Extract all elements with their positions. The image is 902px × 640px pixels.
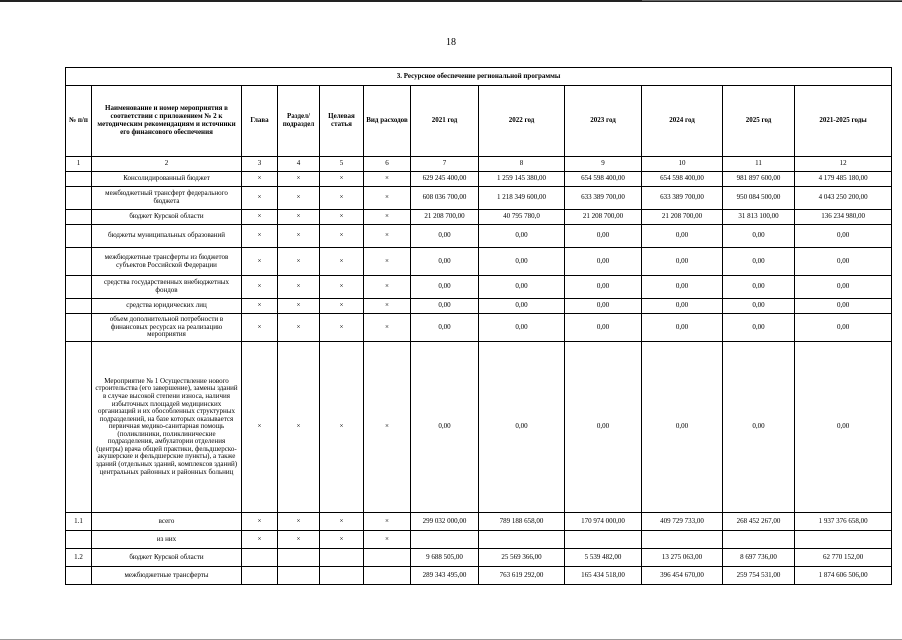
- table-cell: ×: [320, 276, 364, 299]
- table-cell: [723, 531, 795, 549]
- table-cell: 409 729 733,00: [642, 513, 723, 531]
- table-cell: 1 874 606 506,00: [795, 567, 892, 585]
- table-cell: 31 813 100,00: [723, 210, 795, 225]
- table-cell: 9 688 505,00: [411, 549, 479, 567]
- col-number: 1: [66, 157, 92, 172]
- table-cell: ×: [320, 172, 364, 187]
- table-cell: 0,00: [642, 276, 723, 299]
- table-cell: ×: [278, 248, 320, 276]
- table-cell: 0,00: [565, 299, 642, 314]
- table-cell: Мероприятие № 1 Осуществление нового строительства (его завершение), замены зданий в случае высокой степени износа, наличия избыточных площадей медицинских организаций и их обособленных структурных подразделений, на базе которых оказывается первичная медико-санитарная помощь (поликлиники, поликлинические подразделения, амбулатории отделения (центры) врача общей практики, фельдшерско-акушерские и фельдшерские пункты), а также зданий (отдельных зданий, комплексов зданий) центральных районных и районных больниц: [92, 342, 242, 513]
- table-row: [66, 276, 892, 299]
- table-cell: 0,00: [723, 342, 795, 513]
- table-cell: [66, 225, 92, 248]
- table-cell: 0,00: [795, 225, 892, 248]
- table-cell: ×: [364, 248, 411, 276]
- page-number: 18: [446, 37, 456, 48]
- table-cell: [66, 248, 92, 276]
- table-cell: ×: [242, 314, 278, 342]
- table-cell: ×: [242, 342, 278, 513]
- header-chapter: Глава: [242, 86, 278, 157]
- table-cell: [411, 531, 479, 549]
- table-cell: 0,00: [795, 342, 892, 513]
- table-cell: 170 974 000,00: [565, 513, 642, 531]
- table-cell: 0,00: [795, 276, 892, 299]
- table-cell: 4 179 485 180,00: [795, 172, 892, 187]
- table-cell: 5 539 482,00: [565, 549, 642, 567]
- table-cell: 0,00: [411, 248, 479, 276]
- table-cell: средства юридических лиц: [92, 299, 242, 314]
- table-cell: 0,00: [642, 342, 723, 513]
- table-cell: 0,00: [479, 314, 565, 342]
- table-cell: 13 275 063,00: [642, 549, 723, 567]
- header-2025: 2025 год: [723, 86, 795, 157]
- column-number-row: [66, 157, 892, 172]
- table-cell: 0,00: [795, 248, 892, 276]
- col-number: 9: [565, 157, 642, 172]
- table-cell: бюджет Курской области: [92, 549, 242, 567]
- table-body: [66, 172, 892, 585]
- table-cell: 0,00: [642, 314, 723, 342]
- col-number: 11: [723, 157, 795, 172]
- table-cell: 654 598 400,00: [565, 172, 642, 187]
- table-cell: 0,00: [723, 225, 795, 248]
- table-cell: ×: [278, 314, 320, 342]
- table-cell: ×: [242, 172, 278, 187]
- table-cell: 1 218 349 600,00: [479, 187, 565, 210]
- table-row: [66, 248, 892, 276]
- table-cell: [320, 549, 364, 567]
- table-cell: [320, 567, 364, 585]
- table-cell: 654 598 400,00: [642, 172, 723, 187]
- table-cell: средства государственных внебюджетных фондов: [92, 276, 242, 299]
- table-cell: 0,00: [642, 299, 723, 314]
- table-cell: ×: [320, 225, 364, 248]
- table-cell: 633 389 700,00: [642, 187, 723, 210]
- table-cell: 0,00: [479, 342, 565, 513]
- table-cell: ×: [278, 513, 320, 531]
- table-cell: ×: [278, 342, 320, 513]
- table-cell: ×: [320, 342, 364, 513]
- header-2022: 2022 год: [479, 86, 565, 157]
- header-name: Наименование и номер мероприятия в соответствии с приложением № 2 к методическим рекомендациям и источники его финансового обеспечения: [92, 86, 242, 157]
- table-cell: 259 754 531,00: [723, 567, 795, 585]
- table-cell: 0,00: [479, 225, 565, 248]
- table-cell: ×: [320, 531, 364, 549]
- table-cell: ×: [242, 187, 278, 210]
- table-cell: ×: [364, 276, 411, 299]
- table-row: [66, 567, 892, 585]
- table-row: [66, 513, 892, 531]
- table-row: [66, 172, 892, 187]
- table-cell: 0,00: [565, 342, 642, 513]
- table-cell: 0,00: [723, 314, 795, 342]
- table-cell: 0,00: [411, 342, 479, 513]
- table-cell: 1 259 145 380,00: [479, 172, 565, 187]
- table-cell: 1 937 376 658,00: [795, 513, 892, 531]
- table-cell: [795, 531, 892, 549]
- table-cell: 165 434 518,00: [565, 567, 642, 585]
- table-cell: [66, 342, 92, 513]
- table-cell: ×: [320, 248, 364, 276]
- table-cell: ×: [278, 172, 320, 187]
- table-cell: ×: [364, 172, 411, 187]
- col-number: 6: [364, 157, 411, 172]
- table-cell: ×: [364, 187, 411, 210]
- table-cell: объем дополнительной потребности в финансовых ресурсах на реализацию мероприятия: [92, 314, 242, 342]
- table-cell: 0,00: [565, 225, 642, 248]
- table-cell: ×: [364, 225, 411, 248]
- col-number: 4: [278, 157, 320, 172]
- table-cell: 0,00: [565, 314, 642, 342]
- table-cell: 789 188 658,00: [479, 513, 565, 531]
- table-cell: [278, 549, 320, 567]
- table-cell: [242, 549, 278, 567]
- table-cell: 629 245 400,00: [411, 172, 479, 187]
- table-cell: ×: [320, 513, 364, 531]
- table-cell: бюджеты муниципальных образований: [92, 225, 242, 248]
- table-cell: 0,00: [723, 248, 795, 276]
- table-cell: ×: [364, 299, 411, 314]
- table-cell: ×: [242, 276, 278, 299]
- header-row: [66, 86, 892, 157]
- table-cell: 268 452 267,00: [723, 513, 795, 531]
- table-cell: ×: [364, 513, 411, 531]
- table-cell: 25 569 366,00: [479, 549, 565, 567]
- table-cell: 21 208 700,00: [565, 210, 642, 225]
- table-cell: 21 208 700,00: [411, 210, 479, 225]
- table-cell: ×: [242, 248, 278, 276]
- table-cell: 0,00: [411, 314, 479, 342]
- table-cell: 1.2: [66, 549, 92, 567]
- table-cell: ×: [278, 187, 320, 210]
- table-cell: [66, 299, 92, 314]
- table-cell: всего: [92, 513, 242, 531]
- table-cell: 62 770 152,00: [795, 549, 892, 567]
- table-cell: 0,00: [479, 299, 565, 314]
- table-row: [66, 210, 892, 225]
- table-row: [66, 342, 892, 513]
- table-cell: 0,00: [642, 248, 723, 276]
- table-cell: ×: [278, 276, 320, 299]
- table-cell: [66, 531, 92, 549]
- table-cell: ×: [278, 299, 320, 314]
- table-cell: 608 036 700,00: [411, 187, 479, 210]
- table-cell: [66, 276, 92, 299]
- table-cell: ×: [242, 531, 278, 549]
- table-cell: ×: [278, 531, 320, 549]
- table-cell: 0,00: [795, 299, 892, 314]
- col-number: 7: [411, 157, 479, 172]
- table-cell: 0,00: [565, 248, 642, 276]
- header-2023: 2023 год: [565, 86, 642, 157]
- table-cell: 0,00: [479, 248, 565, 276]
- table-cell: ×: [278, 210, 320, 225]
- table-cell: 0,00: [723, 276, 795, 299]
- table-row: [66, 225, 892, 248]
- table-cell: 950 084 500,00: [723, 187, 795, 210]
- table-cell: ×: [364, 531, 411, 549]
- table-cell: 0,00: [411, 299, 479, 314]
- table-cell: 633 389 700,00: [565, 187, 642, 210]
- col-number: 3: [242, 157, 278, 172]
- header-expense-type: Вид расходов: [364, 86, 411, 157]
- table-cell: [66, 210, 92, 225]
- table-cell: [278, 567, 320, 585]
- table-cell: [242, 567, 278, 585]
- col-number: 12: [795, 157, 892, 172]
- header-total: 2021-2025 годы: [795, 86, 892, 157]
- table-cell: ×: [364, 342, 411, 513]
- col-number: 2: [92, 157, 242, 172]
- table-cell: 0,00: [411, 225, 479, 248]
- table-cell: 981 897 600,00: [723, 172, 795, 187]
- table-cell: ×: [320, 314, 364, 342]
- table-cell: 1.1: [66, 513, 92, 531]
- header-section: Раздел/ подраздел: [278, 86, 320, 157]
- table-cell: Консолидированный бюджет: [92, 172, 242, 187]
- table-cell: [66, 567, 92, 585]
- table-cell: ×: [242, 299, 278, 314]
- table-cell: межбюджетный трансферт федерального бюджета: [92, 187, 242, 210]
- table-row: [66, 531, 892, 549]
- col-number: 8: [479, 157, 565, 172]
- table-cell: ×: [242, 513, 278, 531]
- table-cell: межбюджетные трансферты из бюджетов субъектов Российской Федерации: [92, 248, 242, 276]
- section-title: 3. Ресурсное обеспечение региональной программы: [66, 68, 892, 86]
- header-target-article: Целевая статья: [320, 86, 364, 157]
- table-cell: ×: [364, 210, 411, 225]
- table-row: [66, 299, 892, 314]
- table-cell: 4 043 250 200,00: [795, 187, 892, 210]
- table-cell: [364, 567, 411, 585]
- table-cell: 40 795 780,0: [479, 210, 565, 225]
- table-cell: [66, 172, 92, 187]
- table-cell: ×: [320, 299, 364, 314]
- table-cell: ×: [364, 314, 411, 342]
- header-num: № п/п: [66, 86, 92, 157]
- table-row: [66, 314, 892, 342]
- table-cell: [364, 549, 411, 567]
- table-cell: 289 343 495,00: [411, 567, 479, 585]
- table-cell: 396 454 670,00: [642, 567, 723, 585]
- table-row: [66, 187, 892, 210]
- table-cell: 0,00: [479, 276, 565, 299]
- table-cell: 0,00: [642, 225, 723, 248]
- table-cell: [642, 531, 723, 549]
- table-cell: ×: [242, 225, 278, 248]
- col-number: 10: [642, 157, 723, 172]
- table-cell: [66, 187, 92, 210]
- table-cell: 0,00: [795, 314, 892, 342]
- header-2024: 2024 год: [642, 86, 723, 157]
- table-cell: 21 208 700,00: [642, 210, 723, 225]
- table-cell: ×: [320, 187, 364, 210]
- table-cell: 0,00: [411, 276, 479, 299]
- table-cell: 299 032 000,00: [411, 513, 479, 531]
- table-cell: 136 234 980,00: [795, 210, 892, 225]
- table-cell: [479, 531, 565, 549]
- table-cell: ×: [278, 225, 320, 248]
- table-row: [66, 549, 892, 567]
- header-2021: 2021 год: [411, 86, 479, 157]
- table-cell: 0,00: [723, 299, 795, 314]
- table-cell: 0,00: [565, 276, 642, 299]
- col-number: 5: [320, 157, 364, 172]
- table-cell: ×: [320, 210, 364, 225]
- table-cell: из них: [92, 531, 242, 549]
- table-cell: межбюджетные трансферты: [92, 567, 242, 585]
- table-cell: 8 697 736,00: [723, 549, 795, 567]
- table-cell: бюджет Курской области: [92, 210, 242, 225]
- table-cell: ×: [242, 210, 278, 225]
- scan-top-edge-right: [642, 0, 902, 1]
- resource-table: [65, 67, 892, 585]
- table-cell: [66, 314, 92, 342]
- table-cell: 763 619 292,00: [479, 567, 565, 585]
- table-cell: [565, 531, 642, 549]
